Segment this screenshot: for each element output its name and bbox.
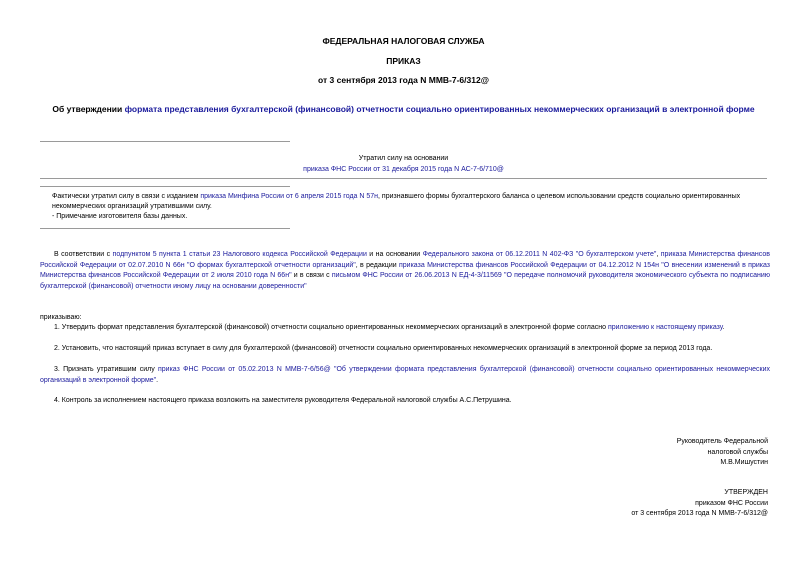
divider [40,228,290,229]
preamble-text: и на основании [366,251,423,258]
preamble [40,250,770,292]
approval-ref: от 3 сентября 2013 года N ММВ-7-6/312@ [631,510,768,517]
repeal-status [0,153,807,175]
approval-word: УТВЕРЖДЕН [724,489,768,496]
title-prefix: Об утверждении [52,104,125,114]
divider [40,186,290,187]
item-2 [40,344,770,355]
order-word: приказываю: [40,314,82,321]
divider [40,178,767,179]
signature-title: Руководитель Федеральной [676,438,768,445]
note-footer: - Примечание изготовителя базы данных. [52,213,188,220]
preamble-text: и в связи с [291,272,332,279]
doc-date-number: от 3 сентября 2013 года N ММВ-7-6/312@ [318,75,489,85]
approval-block [560,488,768,520]
doc-title [40,104,767,115]
repeal-status-text: Утратил силу на основании [358,155,449,162]
fns-letter-link[interactable]: письмом ФНС России от 26.06.2013 N ЕД-4-3/11569 "О передаче полномочий руководителя экономического субъекта по подписанию бухгалтерской (финансовой) отчетности иному лицу на основании доверенности" [40,272,770,290]
item-1 [40,323,770,334]
preamble-text: В соответствии с [54,251,113,258]
item-1-text: 1. Утвердить формат представления бухгалтерской (финансовой) отчетности социально ориентированных некоммерческих организаций в электронной форме согласно [54,324,608,331]
minfin-66n-link[interactable]: приказа Министерства финансов Российской Федерации от 02.07.2010 N 66н "О формах бухгалтерской отчетности организаций" [40,251,770,269]
signature-org: налоговой службы [707,448,768,456]
signature-block [560,437,768,469]
item-4-text: 4. Контроль за исполнением настоящего приказа возложить на заместителя руководителя Федеральной налоговой службы А.С.Петрушина. [54,397,512,404]
item-4 [40,396,770,407]
editor-note [40,192,770,222]
repeal-order-link[interactable]: приказа ФНС России от 31 декабря 2015 года N АС-7-6/710@ [303,166,504,173]
minfin-order-link[interactable]: приказа Минфина России от 6 апреля 2015 года N 57н [200,193,379,200]
minfin-154n-link[interactable]: приказа Министерства финансов Российской Федерации от 04.12.2012 N 154н "О внесении изменений в приказ Министерства финансов Российской Федерации от 2 июля 2010 года N 66н" [40,261,771,279]
item-1-end: . [722,324,725,331]
org-name: ФЕДЕРАЛЬНАЯ НАЛОГОВАЯ СЛУЖБА [322,36,485,46]
title-format-link[interactable]: формата представления бухгалтерской (финансовой) отчетности социально ориентированных некоммерческих организаций в электронной форме [124,104,755,114]
item-3-end: . [156,376,159,384]
divider [40,141,290,142]
note-text-rest: , признавшего формы бухгалтерского баланса о целевом использовании средств социально ориентированных некоммерческих организаций утратившими силу. [52,193,741,210]
item-3 [40,365,770,386]
appendix-link[interactable]: приложению к настоящему приказу [607,324,723,331]
repealed-order-link[interactable]: приказ ФНС России от 05.02.2013 N ММВ-7-6/56@ "Об утверждении формата представления бухгалтерской (финансовой) отчетности социально ориентированных некоммерческих организаций в электронной форме" [40,366,770,384]
item-3-text: 3. Признать утратившим силу [54,366,158,373]
approval-by: приказом ФНС России [695,499,768,507]
signature-name: М.В.Мишустин [720,459,768,466]
tax-code-link[interactable]: подпунктом 5 пункта 1 статьи 23 Налогового кодекса Российской Федерации [112,251,367,258]
note-text: Фактически утратил силу в связи с изданием [52,193,201,200]
doc-type: ПРИКАЗ [386,56,421,66]
federal-law-link[interactable]: Федерального закона от 06.12.2011 N 402-ФЗ "О бухгалтерском учете" [422,251,657,258]
preamble-text: , в редакции [355,261,399,269]
item-2-text: 2. Установить, что настоящий приказ вступает в силу для бухгалтерской (финансовой) отчетности социально ориентированных некоммерческих организаций в электронной форме за период 2013 года. [54,345,713,352]
preamble-text: , [656,251,661,258]
